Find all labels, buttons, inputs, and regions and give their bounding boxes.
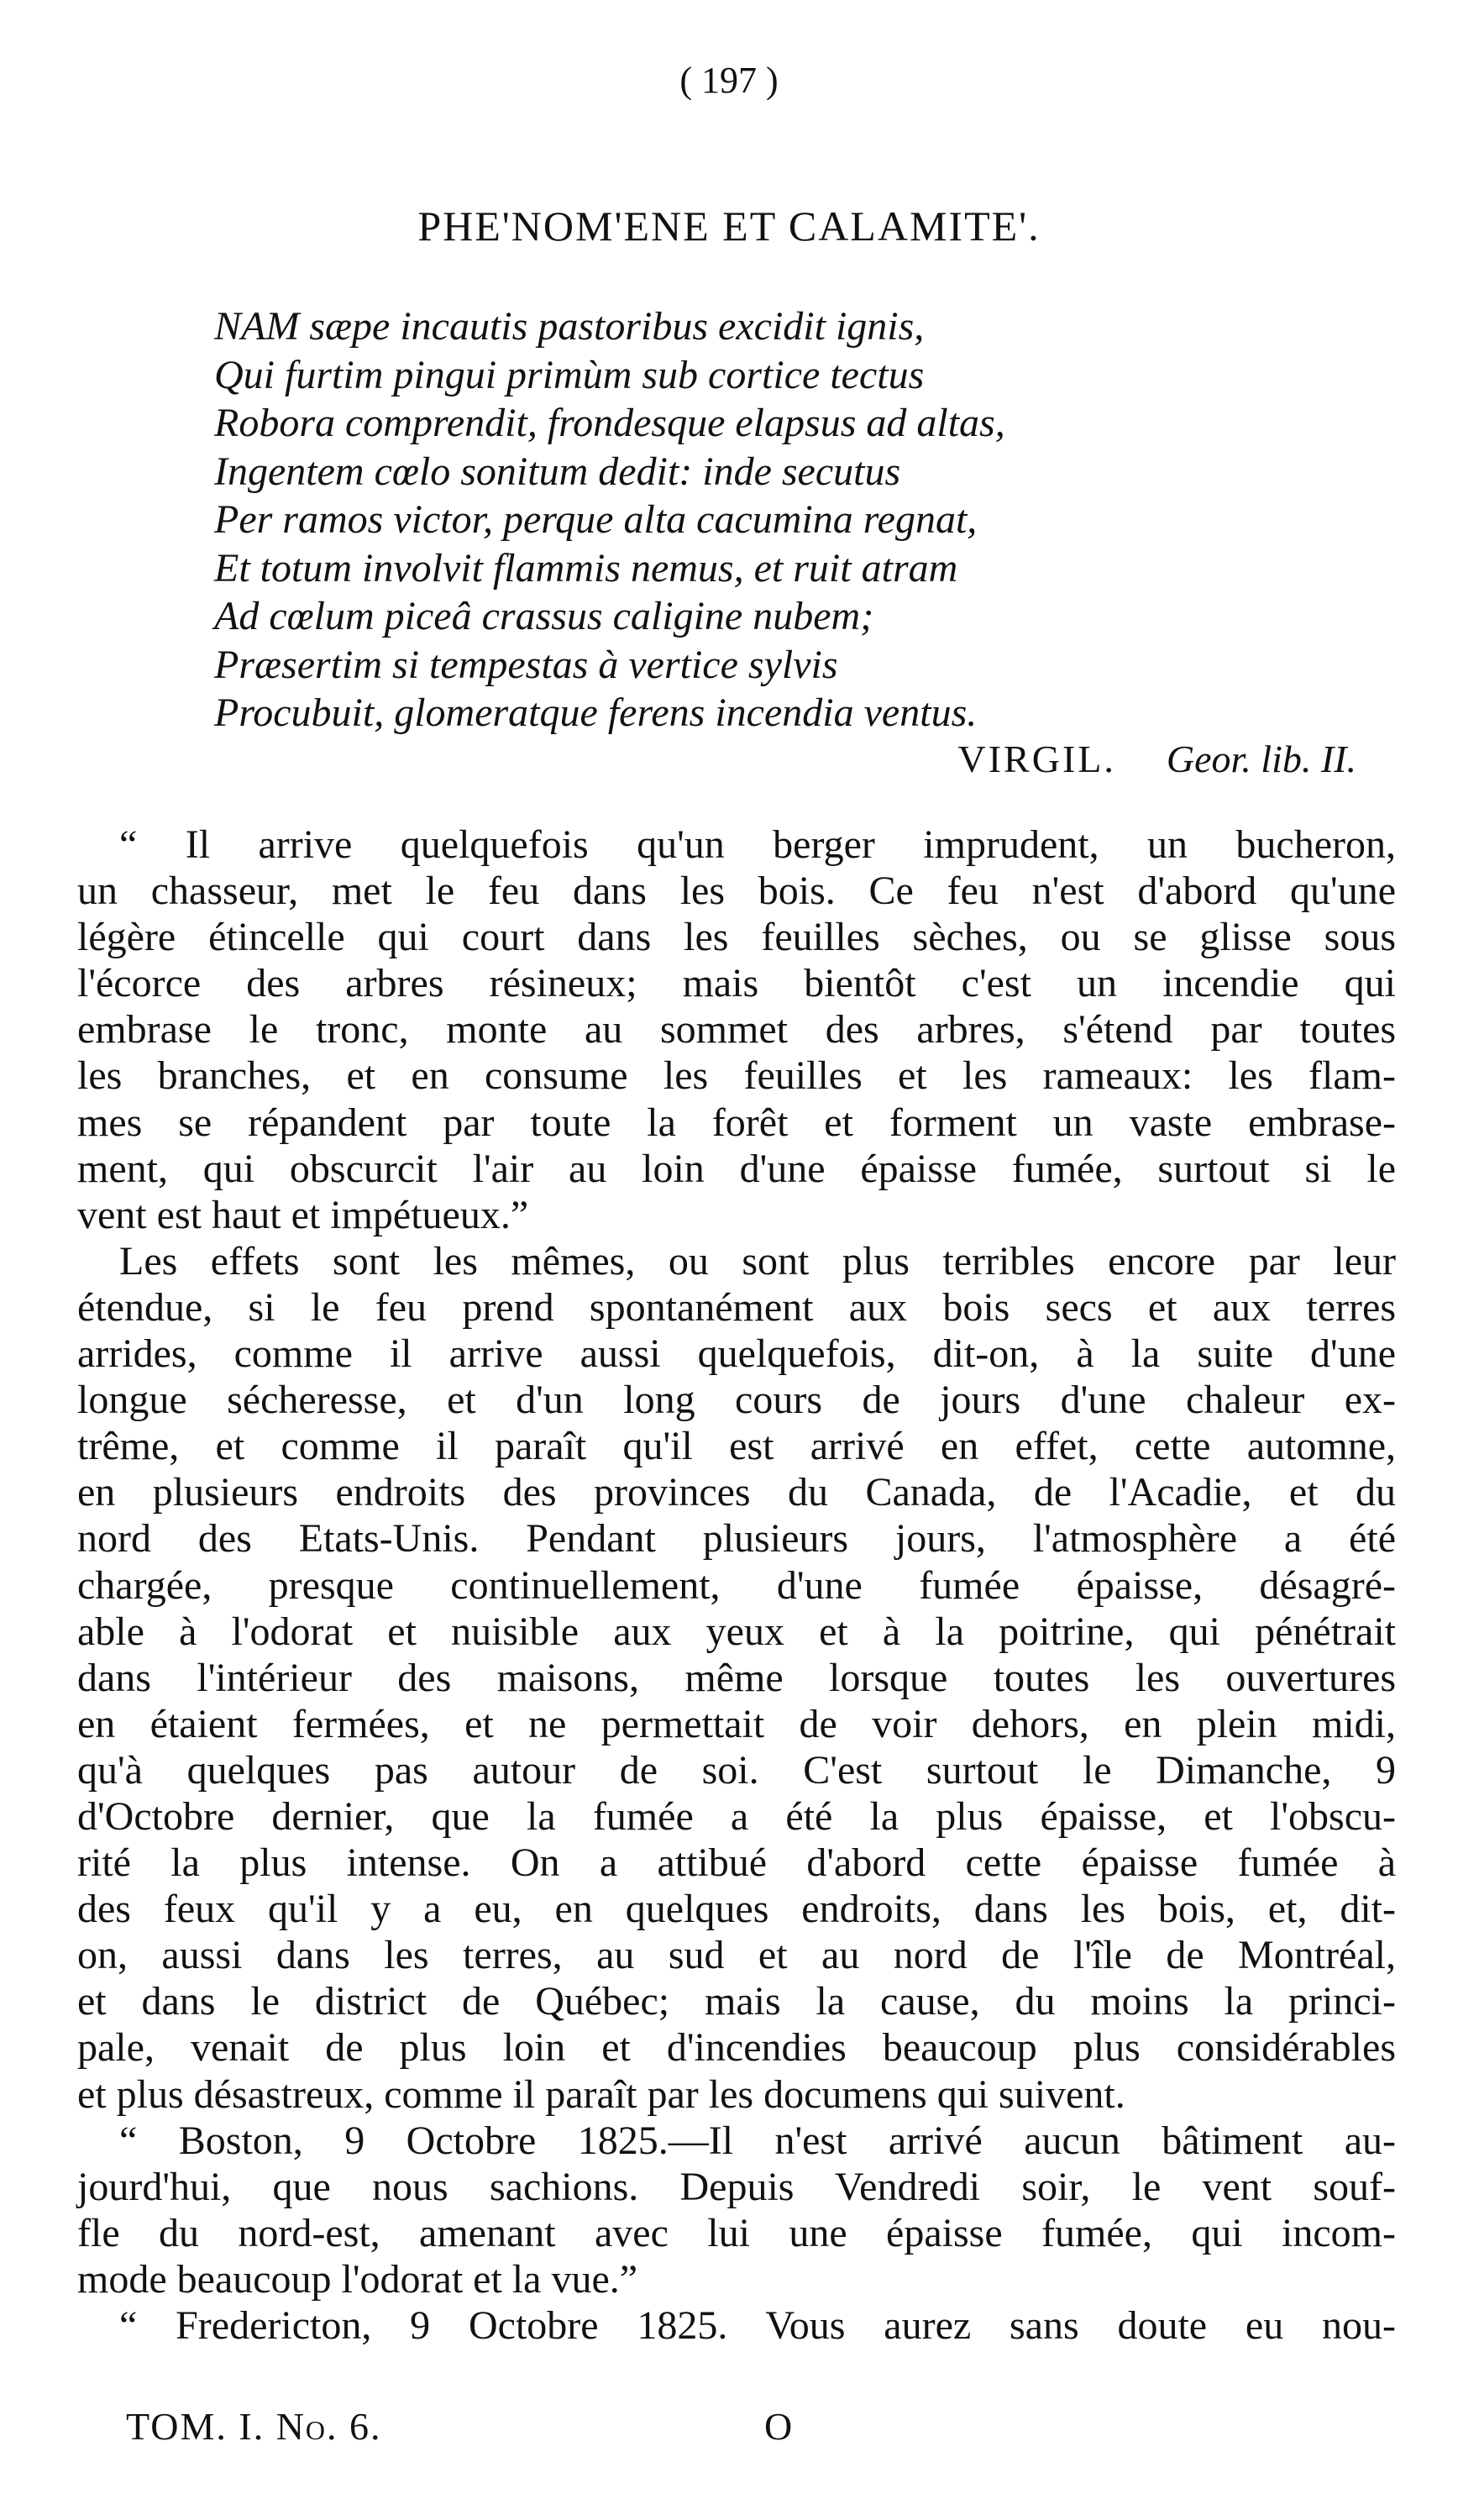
body-line: qu'à quelques pas autour de soi. C'est surtout le Dimanche, 9: [77, 1747, 1396, 1793]
body-text: [77, 822, 1396, 2349]
body-line: jourd'hui, que nous sachions. Depuis Vendredi soir, le vent souf-: [77, 2164, 1396, 2209]
epigraph-author: VIRGIL.: [957, 738, 1116, 780]
epigraph-verse: Ingentem cœlo sonitum dedit: inde secutus: [214, 449, 901, 494]
body-line: mes se répandent par toute la forêt et forment un vaste embrase-: [77, 1100, 1396, 1145]
body-line: légère étincelle qui court dans les feuilles sèches, ou se glisse sous: [77, 915, 1396, 960]
epigraph-verse: Per ramos victor, perque alta cacumina regnat,: [214, 497, 978, 542]
epigraph-verse: Et totum involvit flammis nemus, et ruit atram: [214, 545, 958, 591]
body-line: chargée, presque continuellement, d'une fumée épaisse, désagré-: [77, 1562, 1396, 1608]
epigraph-verse: Præsertim si tempestas à vertice sylvis: [214, 642, 838, 687]
body-line: “ Boston, 9 Octobre 1825.—Il n'est arrivé aucun bâtiment au-: [119, 2118, 1396, 2163]
body-line: nord des Etats-Unis. Pendant plusieurs jours, l'atmosphère a été: [77, 1516, 1396, 1562]
body-line: fle du nord-est, amenant avec lui une épaisse fumée, qui incom-: [77, 2210, 1396, 2255]
body-line: “ Fredericton, 9 Octobre 1825. Vous aurez sans doute eu nou-: [119, 2303, 1396, 2348]
body-line: des feux qu'il y a eu, en quelques endroits, dans les bois, et, dit-: [77, 1887, 1396, 1932]
body-line: longue sécheresse, et d'un long cours de jours d'une chaleur ex-: [77, 1378, 1396, 1423]
body-line: arrides, comme il arrive aussi quelquefois, dit-on, à la suite d'une: [77, 1331, 1396, 1377]
body-line: l'écorce des arbres résineux; mais bientôt c'est un incendie qui: [77, 961, 1396, 1006]
epigraph-verse: Ad cœlum piceâ crassus caligine nubem;: [214, 594, 874, 638]
signature-mark: O: [764, 2405, 793, 2448]
body-line: rité la plus intense. On a attibué d'abord cette épaisse fumée à: [77, 1840, 1396, 1886]
page-title: PHE'NOM'ENE ET CALAMITE'.: [417, 202, 1041, 249]
body-line: en plusieurs endroits des provinces du Canada, de l'Acadie, et du: [77, 1470, 1396, 1515]
epigraph-verse: Procubuit, glomeratque ferens incendia ventus.: [214, 690, 978, 735]
page-number: ( 197 ): [679, 60, 779, 101]
body-line: les branches, et en consume les feuilles et les rameaux: les flam-: [77, 1053, 1396, 1099]
body-line: mode beaucoup l'odorat et la vue.”: [77, 2256, 638, 2302]
body-line: on, aussi dans les terres, au sud et au nord de l'île de Montréal,: [77, 1933, 1396, 1978]
page-footer: [126, 2404, 1218, 2449]
epigraph: [214, 302, 1356, 780]
volume-number: TOM. I. No. 6.: [126, 2405, 382, 2448]
body-line: d'Octobre dernier, que la fumée a été la plus épaisse, et l'obscu-: [77, 1793, 1396, 1839]
body-line: “ Il arrive quelquefois qu'un berger imprudent, un bucheron,: [119, 822, 1396, 867]
epigraph-attribution: [684, 737, 1356, 781]
epigraph-verse: NAM sæpe incautis pastoribus excidit ignis,: [214, 304, 925, 349]
body-line: dans l'intérieur des maisons, même lorsque toutes les ouvertures: [77, 1655, 1396, 1700]
body-line: et plus désastreux, comme il paraît par les documens qui suivent.: [77, 2071, 1125, 2117]
body-line: étendue, si le feu prend spontanément aux bois secs et aux terres: [77, 1284, 1396, 1330]
epigraph-verse: Robora comprendit, frondesque elapsus ad altas,: [214, 401, 1005, 445]
body-line: ment, qui obscurcit l'air au loin d'une épaisse fumée, surtout si le: [77, 1146, 1396, 1191]
body-line: trême, et comme il paraît qu'il est arrivé en effet, cette automne,: [77, 1424, 1396, 1469]
body-line: embrase le tronc, monte au sommet des arbres, s'étend par toutes: [77, 1007, 1396, 1053]
epigraph-source: Geor. lib. II.: [1166, 738, 1356, 780]
body-line: en étaient fermées, et ne permettait de voir dehors, en plein midi,: [77, 1701, 1396, 1746]
body-line: able à l'odorat et nuisible aux yeux et à la poitrine, qui pénétrait: [77, 1609, 1396, 1654]
body-line: un chasseur, met le feu dans les bois. Ce feu n'est d'abord qu'une: [77, 869, 1396, 914]
body-line: vent est haut et impétueux.”: [77, 1192, 529, 1237]
body-line: Les effets sont les mêmes, ou sont plus terribles encore par leur: [119, 1238, 1396, 1284]
body-line: pale, venait de plus loin et d'incendies beaucoup plus considérables: [77, 2025, 1396, 2071]
body-line: et dans le district de Québec; mais la cause, du moins la princi-: [77, 1979, 1396, 2024]
epigraph-verse: Qui furtim pingui primùm sub cortice tectus: [214, 352, 925, 397]
